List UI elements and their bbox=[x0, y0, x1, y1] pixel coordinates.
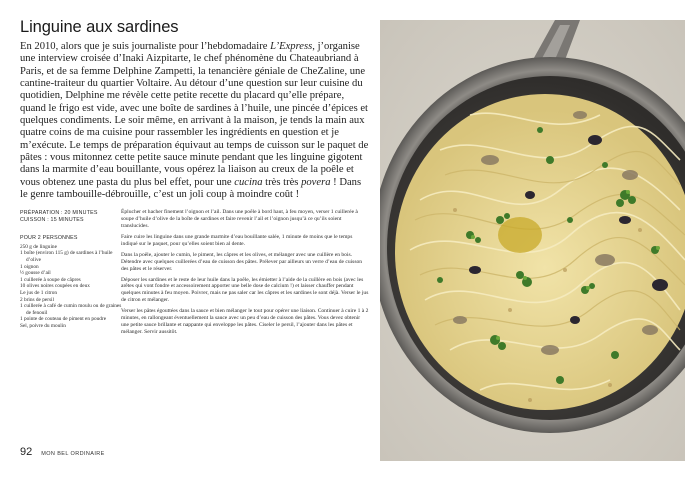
linguine-pasta bbox=[395, 94, 685, 410]
recipe-steps bbox=[121, 209, 369, 340]
magazine-name: L’Express bbox=[270, 41, 313, 52]
olive-oil-pool bbox=[498, 217, 542, 253]
ingredient-item: 10 olives noires coupées en deux bbox=[20, 283, 90, 290]
step-paragraph: Faire cuire les linguine dans une grande marmite d’eau bouillante salée, 1 minute de moins que le temps indiqué sur le paquet, pour qu’elles soient bien al dente. bbox=[121, 233, 353, 247]
ingredient-item: 1 boîte (environ 115 g) de sardines à l’huile d’olive bbox=[20, 250, 113, 263]
ingredient-item: Sel, poivre du moulin bbox=[20, 322, 66, 329]
ingredient-item: ½ gousse d’ail bbox=[20, 270, 51, 277]
step-paragraph: Verser les pâtes égouttées dans la sauce et bien mélanger le tout pour opérer une liaison. Continuer à cuire 1 à 2 minutes, en rallongeant éventuellement la sauce avec un peu d’eau de cuisson des pâtes. Vous devez obtenir une petite sauce brillante et nappante qui enveloppe les pâtes. Ciseler le persil, l’ajouter dans les pâtes et mélanger. Servir aussitôt. bbox=[121, 308, 369, 335]
step-paragraph: Déposer les sardines et le reste de leur huile dans la poêle, les émietter à l’aide de la cuillère en bois (avec les arêtes qui vont fondre et accessoirement apporter une belle dose de calcium !) et laisser chauffer pendant quelques minutes à feu moyen. Poivrer, mais ne pas saler car les câpres et les sardines le sont déjà. Verser le jus de citron et mélanger. bbox=[121, 276, 369, 304]
ingredient-item: 2 brins de persil bbox=[20, 296, 54, 303]
ingredient-item: 250 g de linguine bbox=[20, 243, 57, 250]
intro-text-2: , j’organise une interview croisée d’Inaki Aizpitarte, le chef phénomène du Chateaubriand à Paris, et de sa femme Delphine Zampetti, la tenancière géniale de CheZaline, une cantine-traiteur du quartier Voltaire. Au détour d’une question sur leur cuisine du quotidien, Delphine me révèle cette petite recette du placard qu’elle prépare, quand le frigo est vide, avec une boîte de sardines à l’huile, une pincée d’épices et quelques condiments. Le soir même, en arrivant à la maison, je tends la main aux quatre coins de ma cuisine pour rassembler les ingrédients en question et je m’exécute. Le temps de préparation équivaut au temps de cuisson sur le paquet de pâtes : vous mitonnez cette petite sauce minute pendant que les linguine gigotent dans la marmite d’eau bouillante, vous opérez la liaison au creux de la poêle et vous obtenez une pasta du plus bel effet, pour une bbox=[20, 41, 369, 188]
ingredient-list bbox=[20, 244, 124, 330]
page-footer bbox=[20, 446, 105, 458]
recipe-title: Linguine aux sardines bbox=[20, 18, 179, 36]
pasta-pan-illustration bbox=[380, 20, 685, 461]
intro-text-1: En 2010, alors que je suis journaliste pour l’hebdomadaire bbox=[20, 41, 271, 52]
ingredient-item: 1 cuillerée à café de cumin moulu ou de graines de fenouil bbox=[20, 303, 122, 316]
intro-text-3: très très bbox=[262, 176, 302, 188]
servings: POUR 2 PERSONNES bbox=[20, 235, 78, 242]
recipe-intro bbox=[20, 41, 369, 201]
step-paragraph: Dans la poêle, ajouter le cumin, le piment, les câpres et les olives, et mélanger avec une cuillère en bois. Détendre avec quelques cuillerées d’eau de cuisson des pâtes. Prélever par ailleurs un verre d’eau de cuisson des pâtes et le réserver. bbox=[121, 251, 363, 272]
prep-time: PRÉPARATION : 20 MINUTES bbox=[20, 210, 98, 216]
ingredient-item: 1 oignon bbox=[20, 263, 39, 270]
ingredient-item: 1 pointe de couteau de piment en poudre bbox=[20, 316, 107, 323]
recipe-photo bbox=[380, 20, 685, 461]
intro-cucina: cucina bbox=[234, 176, 263, 188]
recipe-meta bbox=[20, 210, 124, 330]
book-title: MON BEL ORDINAIRE bbox=[41, 451, 105, 457]
step-paragraph: Éplucher et hacher finement l’oignon et l’ail. Dans une poêle à bord haut, à feu moyen, verser 1 cuillerée à soupe d’huile d’olive de la boîte de sardines et faire revenir l’ail et l’oignon jusqu’à ce qu’ils soient translucides. bbox=[121, 209, 358, 229]
intro-povera: povera bbox=[301, 176, 331, 188]
intro-text-4: ! Dans le genre tambouille-débrouille, c’est un joli coup à moindre coût ! bbox=[20, 176, 362, 201]
ingredient-item: 1 cuillerée à soupe de câpres bbox=[20, 276, 81, 283]
ingredient-item: Le jus de 1 citron bbox=[20, 289, 58, 296]
page-number: 92 bbox=[20, 446, 33, 458]
cook-time: CUISSON : 15 MINUTES bbox=[20, 216, 84, 223]
